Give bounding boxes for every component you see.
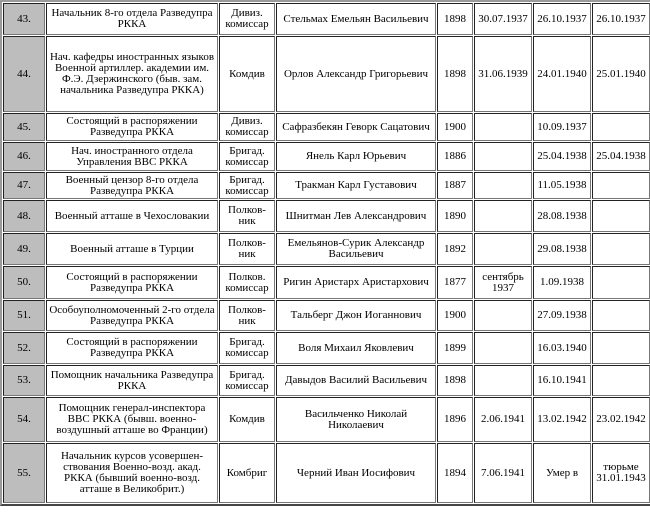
name-cell: Стельмах Емельян Васильевич bbox=[276, 3, 436, 35]
position-cell: Состоящий в распоряжении Разведупра РККА bbox=[46, 266, 218, 299]
sentence-date-cell: 28.08.1938 bbox=[533, 200, 591, 232]
table-row bbox=[3, 365, 650, 396]
arrest-date-cell: 7.06.1941 bbox=[474, 443, 532, 503]
table-row bbox=[3, 113, 650, 141]
birth-year-cell: 1898 bbox=[437, 3, 473, 35]
death-date-cell: 25.04.1938 bbox=[592, 142, 650, 171]
sentence-date-cell: 10.09.1937 bbox=[533, 113, 591, 141]
table-row bbox=[3, 200, 650, 232]
table-row bbox=[3, 233, 650, 265]
position-cell: Помощник генерал-инспектора ВВС РККА (бывш. военно-воздушный атташе во Франции) bbox=[46, 397, 218, 442]
position-cell: Начальник 8-го отдела Разведупра РККА bbox=[46, 3, 218, 35]
rank-cell: Бригад. комиссар bbox=[219, 365, 275, 396]
row-number: 54. bbox=[3, 397, 45, 442]
birth-year-cell: 1899 bbox=[437, 332, 473, 364]
row-number: 44. bbox=[3, 36, 45, 112]
rank-cell: Бригад. комиссар bbox=[219, 142, 275, 171]
position-cell: Военный цензор 8-го отдела Разведупра РККА bbox=[46, 172, 218, 199]
sentence-date-cell: Умер в bbox=[533, 443, 591, 503]
death-date-cell bbox=[592, 266, 650, 299]
position-cell: Начальник курсов усовершен-ствования Военно-возд. акад. РККА (бывший военно-возд. атташе в Великобрит.) bbox=[46, 443, 218, 503]
arrest-date-cell bbox=[474, 365, 532, 396]
position-cell: Военный атташе в Чехословакии bbox=[46, 200, 218, 232]
death-date-cell bbox=[592, 233, 650, 265]
death-date-cell: 26.10.1937 bbox=[592, 3, 650, 35]
rank-cell: Полков. комиссар bbox=[219, 266, 275, 299]
arrest-date-cell bbox=[474, 200, 532, 232]
position-cell: Помощник начальника Разведупра РККА bbox=[46, 365, 218, 396]
position-cell: Особоуполномоченный 2-го отдела Разведупра РККА bbox=[46, 300, 218, 331]
rank-cell: Бригад. комиссар bbox=[219, 172, 275, 199]
rank-cell: Дивиз. комиссар bbox=[219, 3, 275, 35]
table-row bbox=[3, 142, 650, 171]
position-cell: Нач. иностранного отдела Управления ВВС РККА bbox=[46, 142, 218, 171]
sentence-date-cell: 16.10.1941 bbox=[533, 365, 591, 396]
position-cell: Состоящий в распоряжении Разведупра РККА bbox=[46, 332, 218, 364]
name-cell: Давыдов Василий Васильевич bbox=[276, 365, 436, 396]
position-cell: Нач. кафедры иностранных языков Военной артиллер. академии им. Ф.Э. Дзержинского (быв. зам. начальника Разведупра РККА) bbox=[46, 36, 218, 112]
position-cell: Состоящий в распоряжении Разведупра РККА bbox=[46, 113, 218, 141]
position-cell: Военный атташе в Турции bbox=[46, 233, 218, 265]
birth-year-cell: 1900 bbox=[437, 300, 473, 331]
row-number: 47. bbox=[3, 172, 45, 199]
rank-cell: Бригад. комиссар bbox=[219, 332, 275, 364]
birth-year-cell: 1886 bbox=[437, 142, 473, 171]
row-number: 52. bbox=[3, 332, 45, 364]
row-number: 45. bbox=[3, 113, 45, 141]
arrest-date-cell: 31.06.1939 bbox=[474, 36, 532, 112]
name-cell: Шнитман Лев Александрович bbox=[276, 200, 436, 232]
arrest-date-cell bbox=[474, 300, 532, 331]
sentence-date-cell: 24.01.1940 bbox=[533, 36, 591, 112]
rank-cell: Комдив bbox=[219, 397, 275, 442]
birth-year-cell: 1898 bbox=[437, 36, 473, 112]
death-date-cell: тюрьме 31.01.1943 bbox=[592, 443, 650, 503]
death-date-cell bbox=[592, 332, 650, 364]
sentence-date-cell: 26.10.1937 bbox=[533, 3, 591, 35]
sentence-date-cell: 25.04.1938 bbox=[533, 142, 591, 171]
row-number: 43. bbox=[3, 3, 45, 35]
death-date-cell bbox=[592, 113, 650, 141]
table-row bbox=[3, 397, 650, 442]
arrest-date-cell: 2.06.1941 bbox=[474, 397, 532, 442]
name-cell: Емельянов-Сурик Александр Васильевич bbox=[276, 233, 436, 265]
name-cell: Воля Михаил Яковлевич bbox=[276, 332, 436, 364]
arrest-date-cell bbox=[474, 332, 532, 364]
row-number: 48. bbox=[3, 200, 45, 232]
table-body bbox=[3, 3, 650, 503]
sentence-date-cell: 1.09.1938 bbox=[533, 266, 591, 299]
row-number: 46. bbox=[3, 142, 45, 171]
birth-year-cell: 1887 bbox=[437, 172, 473, 199]
arrest-date-cell bbox=[474, 113, 532, 141]
death-date-cell: 23.02.1942 bbox=[592, 397, 650, 442]
death-date-cell bbox=[592, 365, 650, 396]
rank-cell: Полков-ник bbox=[219, 200, 275, 232]
birth-year-cell: 1898 bbox=[437, 365, 473, 396]
birth-year-cell: 1877 bbox=[437, 266, 473, 299]
table-row bbox=[3, 36, 650, 112]
row-number: 50. bbox=[3, 266, 45, 299]
rank-cell: Комбриг bbox=[219, 443, 275, 503]
birth-year-cell: 1892 bbox=[437, 233, 473, 265]
name-cell: Васильченко Николай Николаевич bbox=[276, 397, 436, 442]
table-row bbox=[3, 443, 650, 503]
death-date-cell bbox=[592, 200, 650, 232]
death-date-cell bbox=[592, 172, 650, 199]
arrest-date-cell bbox=[474, 233, 532, 265]
rank-cell: Полков-ник bbox=[219, 300, 275, 331]
rank-cell: Полков-ник bbox=[219, 233, 275, 265]
arrest-date-cell bbox=[474, 172, 532, 199]
arrest-date-cell bbox=[474, 142, 532, 171]
table-row bbox=[3, 3, 650, 35]
sentence-date-cell: 11.05.1938 bbox=[533, 172, 591, 199]
row-number: 49. bbox=[3, 233, 45, 265]
sentence-date-cell: 13.02.1942 bbox=[533, 397, 591, 442]
row-number: 51. bbox=[3, 300, 45, 331]
name-cell: Ригин Аристарх Аристархович bbox=[276, 266, 436, 299]
sentence-date-cell: 16.03.1940 bbox=[533, 332, 591, 364]
table-row bbox=[3, 300, 650, 331]
table-row bbox=[3, 332, 650, 364]
name-cell: Черний Иван Иосифович bbox=[276, 443, 436, 503]
table-row bbox=[3, 266, 650, 299]
name-cell: Янель Карл Юрьевич bbox=[276, 142, 436, 171]
sentence-date-cell: 29.08.1938 bbox=[533, 233, 591, 265]
name-cell: Тракман Карл Густавович bbox=[276, 172, 436, 199]
row-number: 53. bbox=[3, 365, 45, 396]
rank-cell: Дивиз. комиссар bbox=[219, 113, 275, 141]
birth-year-cell: 1896 bbox=[437, 397, 473, 442]
death-date-cell: 25.01.1940 bbox=[592, 36, 650, 112]
birth-year-cell: 1890 bbox=[437, 200, 473, 232]
birth-year-cell: 1894 bbox=[437, 443, 473, 503]
row-number: 55. bbox=[3, 443, 45, 503]
table-row bbox=[3, 172, 650, 199]
arrest-date-cell: 30.07.1937 bbox=[474, 3, 532, 35]
birth-year-cell: 1900 bbox=[437, 113, 473, 141]
name-cell: Тальберг Джон Иоганнович bbox=[276, 300, 436, 331]
arrest-date-cell: сентябрь 1937 bbox=[474, 266, 532, 299]
name-cell: Сафразбекян Геворк Сацатович bbox=[276, 113, 436, 141]
rank-cell: Комдив bbox=[219, 36, 275, 112]
name-cell: Орлов Александр Григорьевич bbox=[276, 36, 436, 112]
sentence-date-cell: 27.09.1938 bbox=[533, 300, 591, 331]
death-date-cell bbox=[592, 300, 650, 331]
